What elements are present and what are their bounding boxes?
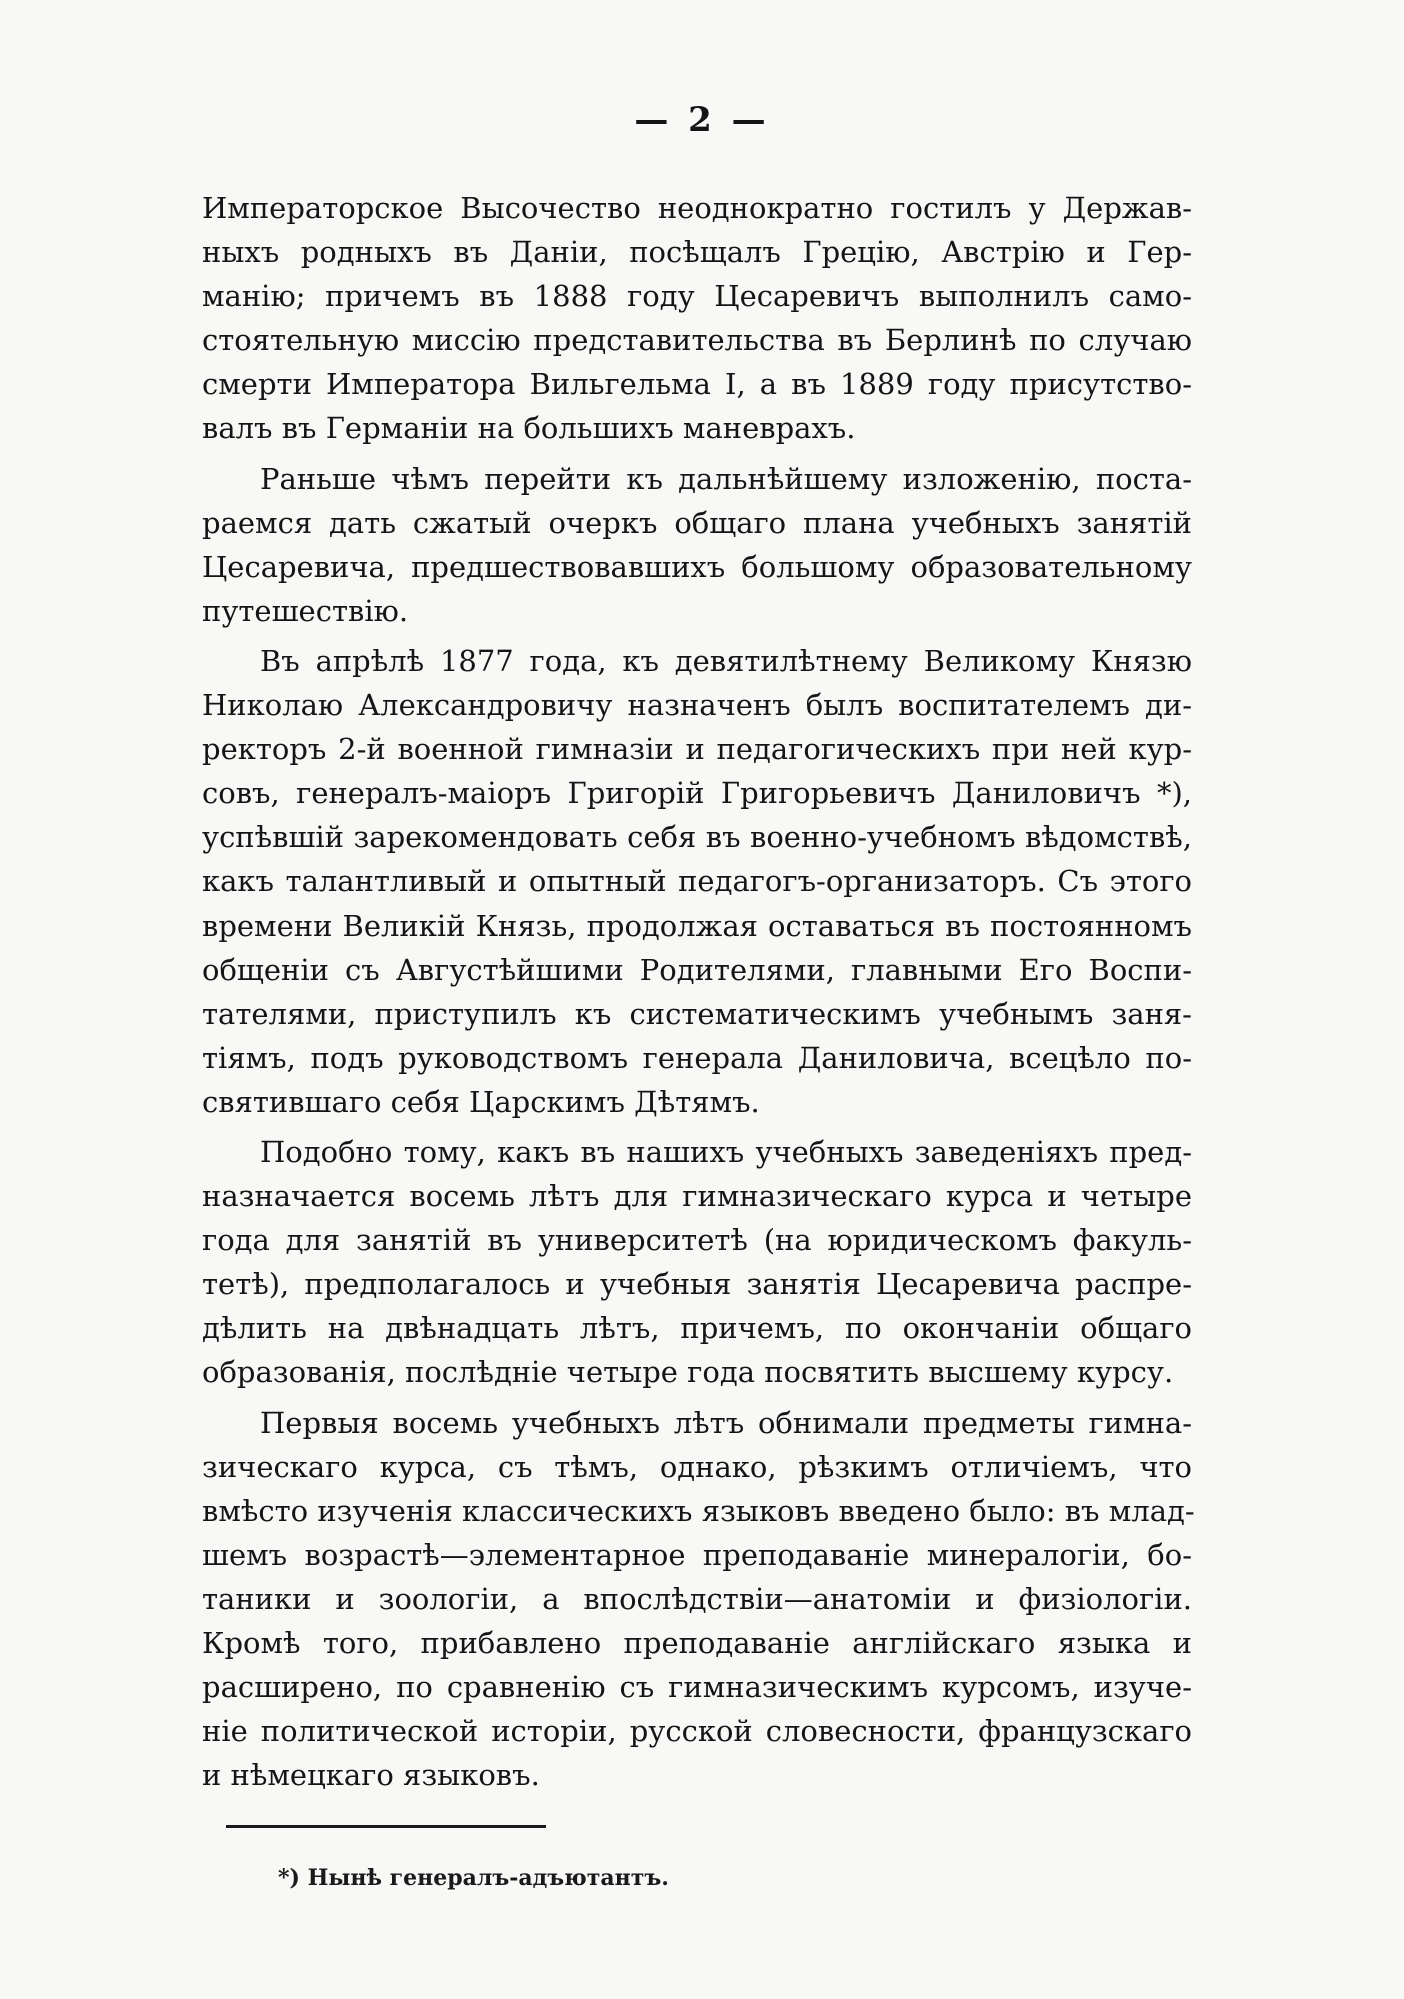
text-line: ныхъ родныхъ въ Даніи, посѣщалъ Грецію, Австрію и Гер- xyxy=(202,235,1192,270)
text-line: Въ апрѣлѣ 1877 года, къ девятилѣтнему Великому Князю xyxy=(260,643,1192,678)
text-line: ніе политической исторіи, русской словесности, французскаго xyxy=(202,1714,1192,1749)
text-line: святившаго себя Царскимъ Дѣтямъ. xyxy=(202,1084,760,1119)
text-line: тіямъ, подъ руководствомъ генерала Даниловича, всецѣло по- xyxy=(202,1040,1192,1075)
text-line: зическаго курса, съ тѣмъ, однако, рѣзкимъ отличіемъ, что xyxy=(202,1449,1192,1484)
text-line: путешествію. xyxy=(202,593,409,628)
text-line: тателями, приступилъ къ систематическимъ учебнымъ заня- xyxy=(202,996,1192,1031)
text-line: времени Великій Князь, продолжая оставаться въ постоянномъ xyxy=(202,908,1192,943)
text-line: общеніи съ Августѣйшими Родителями, главными Его Воспи- xyxy=(202,952,1192,987)
text-line: какъ талантливый и опытный педагогъ-организаторъ. Съ этого xyxy=(202,864,1192,899)
paragraph xyxy=(202,457,1192,633)
text-line: образованія, послѣдніе четыре года посвятить высшему курсу. xyxy=(202,1355,1174,1390)
paragraph xyxy=(202,1401,1195,1798)
text-line: и нѣмецкаго языковъ. xyxy=(202,1758,540,1793)
text-line: расширено, по сравненію съ гимназическимъ курсомъ, изуче- xyxy=(202,1670,1192,1705)
text-line: валъ въ Германіи на большихъ маневрахъ. xyxy=(202,411,856,446)
text-line: Подобно тому, какъ въ нашихъ учебныхъ заведеніяхъ пред- xyxy=(260,1134,1192,1169)
text-line: смерти Императора Вильгельма I, а въ 1889 году присутство- xyxy=(202,367,1192,402)
page-number: — 2 — xyxy=(634,100,770,140)
text-line: тетѣ), предполагалось и учебныя занятія Цесаревича распре- xyxy=(202,1267,1192,1302)
footnote-rule xyxy=(226,1825,546,1828)
text-line: успѣвшій зарекомендовать себя въ военно-учебномъ вѣдомствѣ, xyxy=(202,820,1192,855)
paragraph xyxy=(202,1130,1192,1395)
text-line: совъ, генералъ-маіоръ Григорій Григорьевичъ Даниловичъ *), xyxy=(202,776,1192,811)
text-line: Императорское Высочество неоднократно гостилъ у Держав- xyxy=(202,191,1192,225)
paragraph xyxy=(202,639,1192,1124)
text-line: таники и зоологіи, а впослѣдствіи—анатоміи и физіологіи. xyxy=(202,1581,1192,1616)
text-line: года для занятій въ университетѣ (на юридическомъ факуль- xyxy=(202,1223,1192,1258)
text-line: Раньше чѣмъ перейти къ дальнѣйшему изложенію, поста- xyxy=(260,461,1192,496)
text-line: вмѣсто изученія классическихъ языковъ введено было: въ млад- xyxy=(202,1493,1195,1528)
text-line: Кромѣ того, прибавлено преподаваніе англійскаго языка и xyxy=(202,1626,1192,1660)
text-line: Цесаревича, предшествовавшихъ большому образовательному xyxy=(202,549,1192,584)
text-line: Первыя восемь учебныхъ лѣтъ обнимали предметы гимна- xyxy=(260,1405,1192,1440)
footnote: *) Нынѣ генералъ-адъютантъ. xyxy=(278,1865,669,1891)
text-line: стоятельную миссію представительства въ Берлинѣ по случаю xyxy=(202,323,1192,358)
text-line: назначается восемь лѣтъ для гимназическаго курса и четыре xyxy=(202,1179,1192,1214)
text-line: шемъ возрастѣ—элементарное преподаваніе минералогіи, бо- xyxy=(202,1537,1192,1572)
text-line: Николаю Александровичу назначенъ былъ воспитателемъ ди- xyxy=(202,688,1192,723)
text-line: раемся дать сжатый очеркъ общаго плана учебныхъ занятій xyxy=(202,505,1192,540)
text-line: дѣлить на двѣнадцать лѣтъ, причемъ, по окончаніи общаго xyxy=(202,1311,1192,1346)
text-line: манію; причемъ въ 1888 году Цесаревичъ выполнилъ само- xyxy=(202,279,1192,314)
paragraph xyxy=(202,186,1192,451)
body-text xyxy=(202,186,1195,1797)
text-line: ректоръ 2-й военной гимназіи и педагогическихъ при ней кур- xyxy=(202,732,1192,767)
